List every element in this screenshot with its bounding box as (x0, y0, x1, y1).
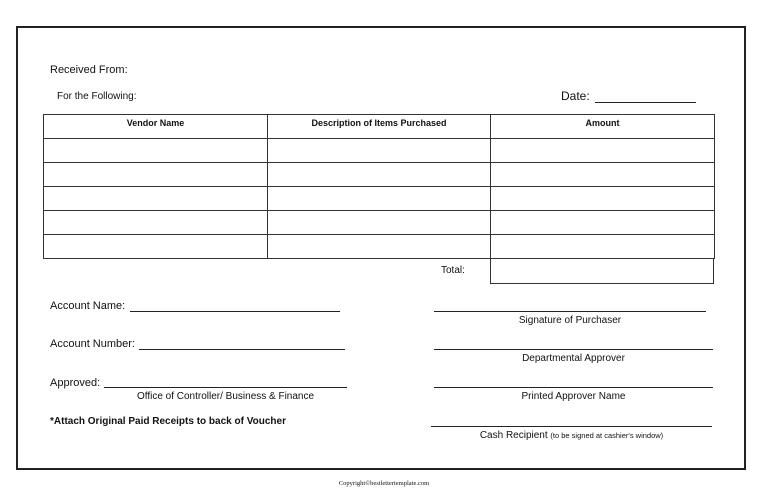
departmental-approver-caption: Departmental Approver (522, 353, 625, 364)
cash-recipient-note: (to be signed at cashier's window) (550, 431, 664, 440)
amount-cell[interactable] (491, 139, 715, 163)
attach-receipts-note: *Attach Original Paid Receipts to back of Voucher (50, 416, 286, 427)
description-cell[interactable] (268, 139, 491, 163)
amount-cell[interactable] (491, 211, 715, 235)
vendor-name-cell[interactable] (44, 163, 268, 187)
total-label: Total: (441, 265, 465, 276)
amount-cell[interactable] (491, 163, 715, 187)
description-header: Description of Items Purchased (268, 115, 491, 139)
cash-recipient-label: Cash Recipient (479, 430, 548, 441)
description-cell[interactable] (268, 235, 491, 259)
vendor-name-cell[interactable] (44, 139, 268, 163)
departmental-approver-line[interactable] (434, 336, 713, 350)
date-label: Date: (561, 89, 590, 103)
account-number-label: Account Number: (50, 338, 135, 350)
total-amount-field[interactable] (490, 259, 714, 284)
description-cell[interactable] (268, 187, 491, 211)
account-number-field[interactable] (139, 336, 345, 350)
table-row (44, 235, 715, 259)
purchaser-signature-caption: Signature of Purchaser (518, 315, 622, 326)
table-row (44, 187, 715, 211)
account-name-field[interactable] (130, 298, 340, 312)
account-name-label: Account Name: (50, 300, 126, 312)
description-cell[interactable] (268, 163, 491, 187)
vendor-name-cell[interactable] (44, 211, 268, 235)
amount-cell[interactable] (491, 187, 715, 211)
approved-caption: Office of Controller/ Business & Finance (136, 391, 315, 402)
for-the-following-label: For the Following: (57, 91, 137, 102)
amount-cell[interactable] (491, 235, 715, 259)
vendor-name-cell[interactable] (44, 235, 268, 259)
printed-approver-line[interactable] (434, 374, 713, 388)
printed-approver-caption: Printed Approver Name (521, 391, 626, 402)
received-from-label: Received From: (50, 64, 128, 76)
approved-field[interactable] (104, 374, 347, 388)
amount-header: Amount (491, 115, 715, 139)
vendor-name-header: Vendor Name (44, 115, 268, 139)
table-header-row (44, 115, 715, 139)
approved-label: Approved: (50, 377, 101, 389)
date-field[interactable] (595, 102, 696, 103)
table-row (44, 163, 715, 187)
description-cell[interactable] (268, 211, 491, 235)
table-row (44, 139, 715, 163)
cash-recipient-caption (431, 430, 712, 441)
copyright-footer: Copyright©bestlettertemplate.com (338, 480, 430, 487)
cash-recipient-line[interactable] (431, 413, 712, 427)
items-table (43, 114, 715, 259)
vendor-name-cell[interactable] (44, 187, 268, 211)
table-row (44, 211, 715, 235)
purchaser-signature-line[interactable] (434, 298, 706, 312)
